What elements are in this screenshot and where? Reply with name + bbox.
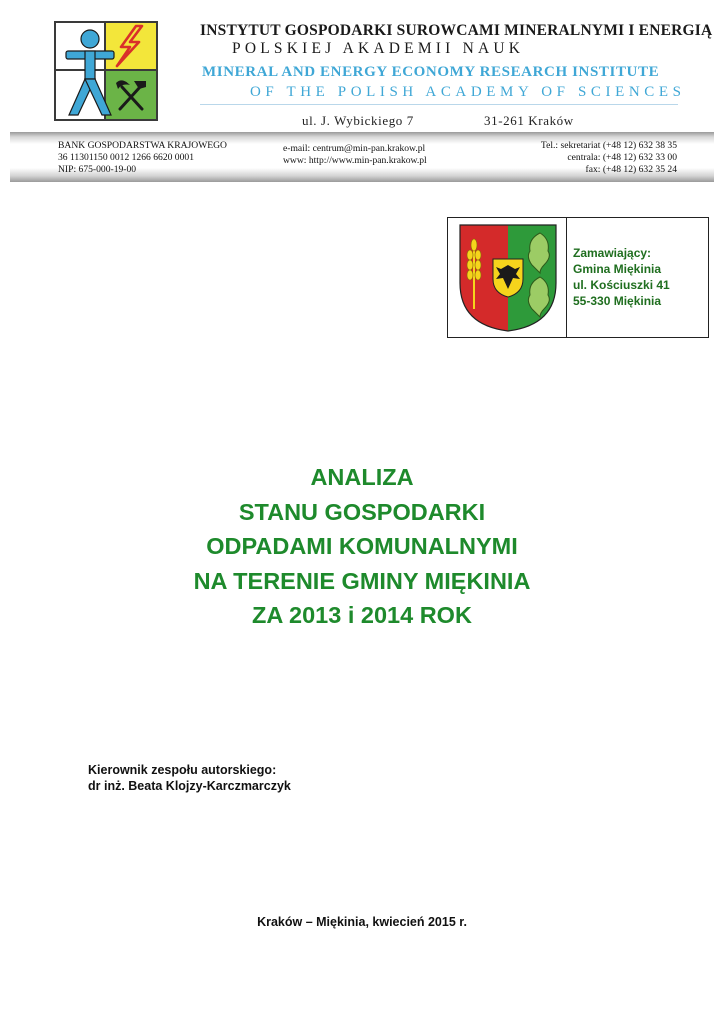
client-postal-city: 55-330 Miękinia [573,294,662,308]
nip-number: NIP: 675-000-19-00 [58,164,137,175]
website-address: www: http://www.min-pan.krakow.pl [283,155,427,166]
institute-postal-city: 31-261 Kraków [484,113,574,128]
title-line-2: STANU GOSPODARKI [238,498,486,525]
header-divider [200,104,678,105]
institute-logo [54,21,158,121]
human-figure-icon [58,25,122,119]
bank-name: BANK GOSPODARSTWA KRAJOWEGO [58,140,227,151]
institute-name-en: MINERAL AND ENERGY ECONOMY RESEARCH INSTITUTE [202,64,660,80]
institute-academy-pl: POLSKIEJ AKADEMII NAUK [232,40,525,57]
institute-name-pl: INSTYTUT GOSPODARKI SUROWCAMI MINERALNYMI I ENERGIĄ [200,22,713,39]
title-line-4: NA TERENIE GMINY MIĘKINIA [193,567,531,594]
title-line-1: ANALIZA [310,464,414,490]
institute-street: ul. J. Wybickiego 7 [302,113,414,128]
document-title [0,460,724,633]
client-address [573,245,670,309]
place-date: Kraków – Miękinia, kwiecień 2015 r. [257,915,467,929]
client-box [447,217,709,338]
author-label: Kierownik zespołu autorskiego: [88,763,277,777]
fax-number: fax: (+48 12) 632 35 24 [585,164,677,175]
bank-account: 36 11301150 0012 1266 6620 0001 [58,152,194,163]
author-name: dr inż. Beata Klojzy-Karczmarczyk [88,779,291,793]
title-line-5: ZA 2013 i 2014 ROK [252,602,472,628]
coat-of-arms-icon [456,221,560,335]
client-name: Gmina Miękinia [573,262,662,276]
client-street: ul. Kościuszki 41 [573,278,670,292]
institute-academy-en: OF THE POLISH ACADEMY OF SCIENCES [250,84,686,100]
email-address: e-mail: centrum@min-pan.krakow.pl [283,143,426,154]
phone-central: centrala: (+48 12) 632 33 00 [567,152,677,163]
phone-secretariat: Tel.: sekretariat (+48 12) 632 38 35 [540,140,677,151]
client-label: Zamawiający: [573,246,652,260]
title-line-3: ODPADAMI KOMUNALNYMI [206,533,518,559]
client-box-divider [566,218,567,337]
author-block [88,762,291,794]
